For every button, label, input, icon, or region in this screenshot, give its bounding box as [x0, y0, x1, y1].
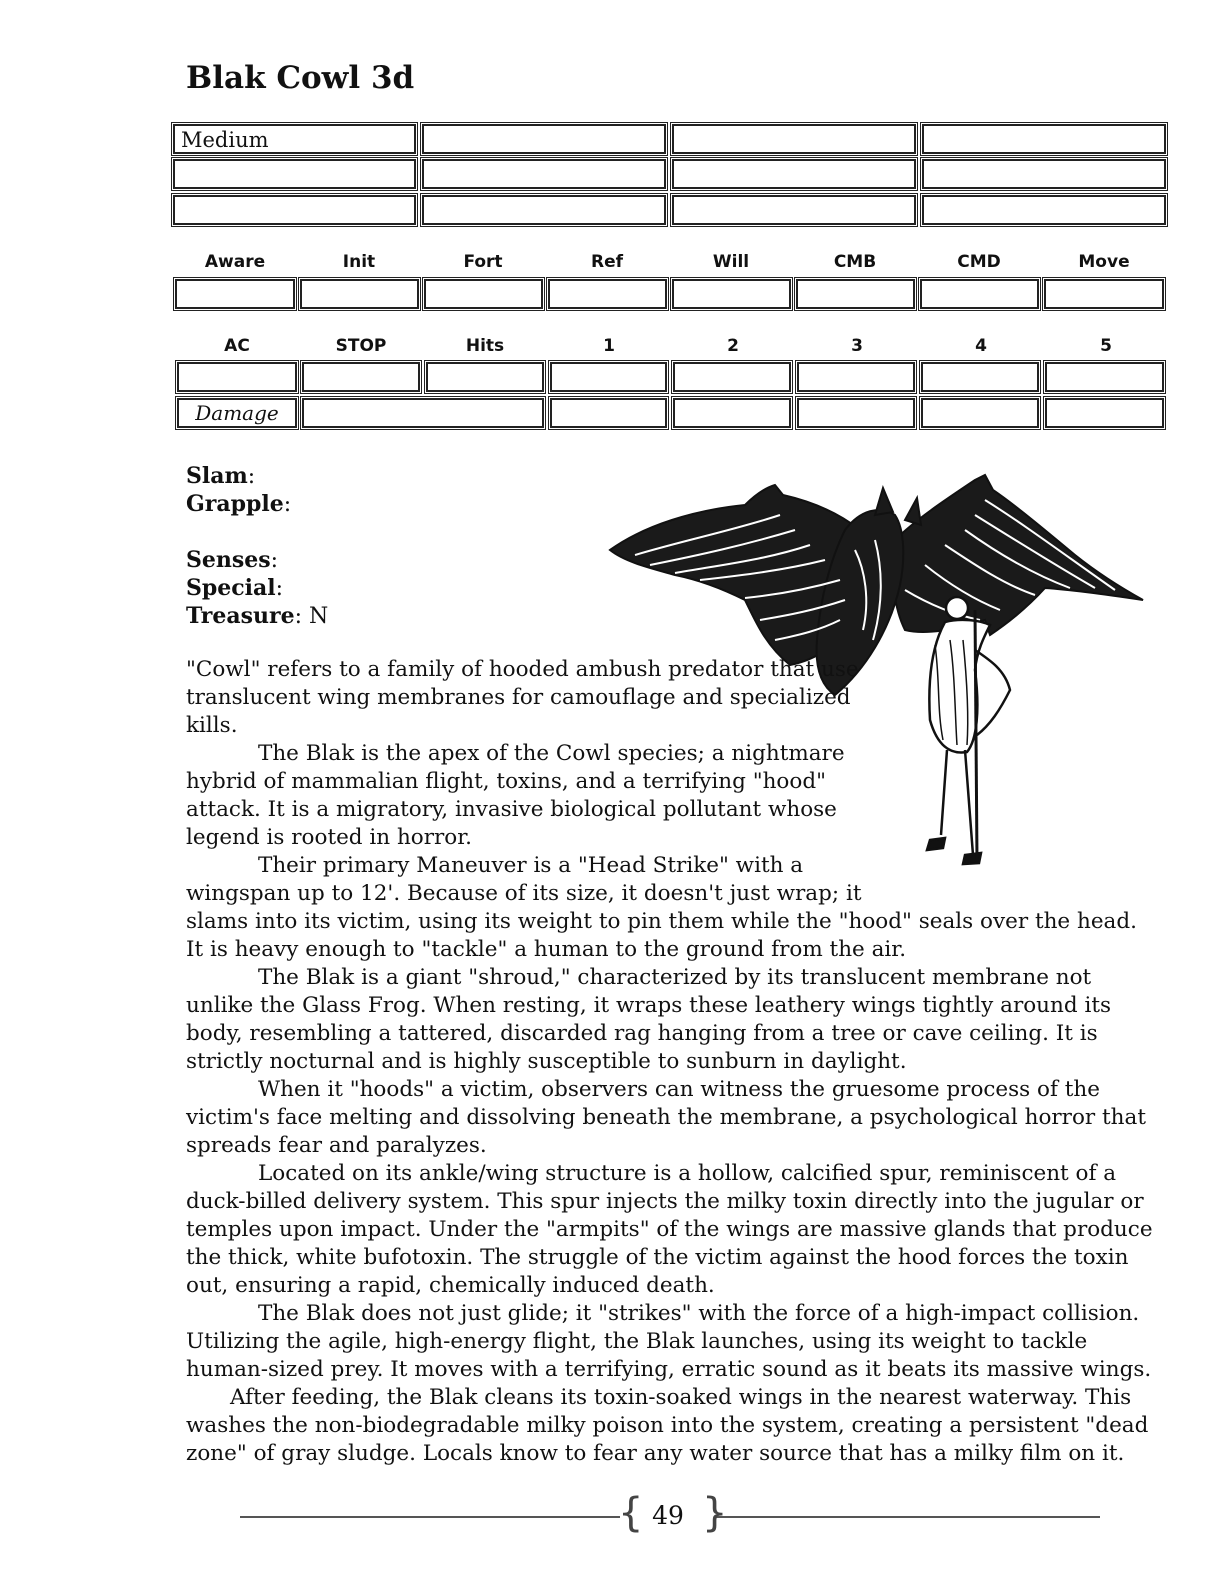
header-init: Init: [342, 252, 376, 272]
header-2: 2: [727, 336, 739, 356]
header-fort: Fort: [463, 252, 503, 272]
attack-slam: Slam:: [186, 463, 256, 489]
header-will: Will: [712, 252, 750, 272]
fort-box[interactable]: [424, 279, 543, 309]
level2-box[interactable]: [673, 362, 791, 392]
left-brace-icon: {: [618, 1490, 644, 1536]
damage4-box[interactable]: [921, 398, 1039, 428]
trait-label: Special: [186, 575, 276, 601]
grid-cell[interactable]: [422, 195, 666, 225]
stat-block: [186, 462, 328, 630]
level3-box[interactable]: [797, 362, 915, 392]
header-4: 4: [975, 336, 987, 356]
header-1: 1: [603, 336, 615, 356]
damage5-box[interactable]: [1045, 398, 1164, 428]
paragraph: Located on its ankle/wing structure is a hollow, calcified spur, reminiscent of a duck-billed delivery system. This spur injects the milky toxin directly into the jugular or temples upon impact. Under the "armpits" of the wings are massive glands that produce the thick, white bufotoxin. The struggle of the victim against the hood forces the toxin out, ensuring a rapid, chemically induced death.: [186, 1161, 1153, 1298]
right-brace-icon: }: [702, 1490, 728, 1536]
header-hits: Hits: [465, 336, 505, 356]
paragraph: The Blak is a giant "shroud," characterized by its translucent membrane not unlike the Glass Frog. When resting, it wraps these leathery wings tightly around its body, resembling a tattered, discarded rag hanging from a tree or cave ceiling. It is strictly nocturnal and is highly susceptible to sunburn in daylight.: [186, 965, 1112, 1074]
ac-box[interactable]: [177, 362, 297, 392]
damage-box[interactable]: [302, 398, 544, 428]
description: [186, 656, 1154, 1468]
header-cmb: CMB: [833, 252, 877, 272]
paragraph: The Blak does not just glide; it "strikes" with the force of a high-impact collision. Utilizing the agile, high-energy flight, the Blak launches, using its weight to tackle human-sized prey. It moves with a terrifying, erratic sound as it beats its massive wings.: [186, 1301, 1152, 1382]
trait-senses: Senses:: [186, 547, 279, 573]
trait-value: N: [309, 604, 329, 629]
header-aware: Aware: [204, 252, 266, 272]
grid-cell[interactable]: [672, 195, 916, 225]
level4-box[interactable]: [921, 362, 1039, 392]
trait-special: Special:: [186, 575, 284, 601]
header-cmd: CMD: [957, 252, 1001, 272]
header-move: Move: [1078, 252, 1130, 272]
cmb-box[interactable]: [796, 279, 915, 309]
header-stop: STOP: [335, 336, 387, 356]
damage1-box[interactable]: [550, 398, 667, 428]
footer-rule-left: [240, 1516, 620, 1518]
paragraph: When it "hoods" a victim, observers can witness the gruesome process of the victim's face melting and dissolving beneath the membrane, a psychological horror that spreads fear and paralyzes.: [186, 1077, 1146, 1158]
grid-cell[interactable]: [422, 159, 666, 189]
header-ref: Ref: [590, 252, 624, 272]
paragraph: The Blak is the apex of the Cowl species; a nightmare hybrid of mammalian flight, toxins, and a terrifying "hood" attack. It is a migratory, invasive biological pollutant whose legend is rooted in horror.: [186, 741, 845, 850]
trait-treasure: Treasure: N: [186, 603, 329, 629]
damage3-box[interactable]: [797, 398, 915, 428]
level1-box[interactable]: [550, 362, 667, 392]
damage-label-cell: [177, 398, 297, 428]
paragraph: Their primary Maneuver is a "Head Strike" with a wingspan up to 12'. Because of its size, it doesn't just wrap; it slams into its victim, using its weight to pin them while the "hood" seals over the head. It is heavy enough to "tackle" a human to the ground from the air.: [186, 853, 1137, 962]
header-5: 5: [1100, 336, 1112, 356]
attack-label: Slam: [186, 463, 248, 489]
grid-cell[interactable]: [173, 159, 416, 189]
header-3: 3: [851, 336, 863, 356]
type-value: [424, 126, 664, 130]
cmd-box[interactable]: [920, 279, 1039, 309]
grid-cell[interactable]: [922, 195, 1166, 225]
grid-cell[interactable]: [922, 124, 1166, 154]
will-box[interactable]: [672, 279, 791, 309]
header-ac: AC: [224, 336, 250, 356]
size-cell[interactable]: [173, 124, 416, 154]
paragraph: "Cowl" refers to a family of hooded ambush predator that use translucent wing membranes for camouflage and specialized kills.: [186, 657, 859, 738]
grid-cell[interactable]: [672, 159, 916, 189]
attack-label: Grapple: [186, 491, 284, 517]
level5-box[interactable]: [1045, 362, 1164, 392]
page-number: 49: [652, 1501, 684, 1530]
grid-value: [674, 126, 914, 130]
ref-box[interactable]: [548, 279, 667, 309]
paragraph: After feeding, the Blak cleans its toxin-soaked wings in the nearest waterway. This washes the non-biodegradable milky poison into the system, creating a persistent "dead zone" of gray sludge. Locals know to fear any water source that has a milky film on it.: [186, 1385, 1149, 1466]
damage-label: Damage: [195, 401, 279, 425]
grid-cell[interactable]: [672, 124, 916, 154]
attack-grapple: Grapple:: [186, 491, 292, 517]
damage2-box[interactable]: [673, 398, 791, 428]
init-box[interactable]: [300, 279, 419, 309]
grid-cell[interactable]: [922, 159, 1166, 189]
grid-value: [924, 126, 1164, 130]
footer-rule-right: [716, 1516, 1100, 1518]
page-title: Blak Cowl 3d: [186, 60, 415, 96]
grid-cell[interactable]: [173, 195, 416, 225]
illustration-spacer: [864, 656, 1154, 884]
trait-label: Senses: [186, 547, 271, 573]
aware-box[interactable]: [175, 279, 295, 309]
move-box[interactable]: [1044, 279, 1164, 309]
type-cell[interactable]: [422, 124, 666, 154]
hits-box[interactable]: [426, 362, 544, 392]
trait-label: Treasure: [186, 603, 295, 629]
size-value: Medium: [181, 128, 269, 152]
stop-box[interactable]: [302, 362, 420, 392]
